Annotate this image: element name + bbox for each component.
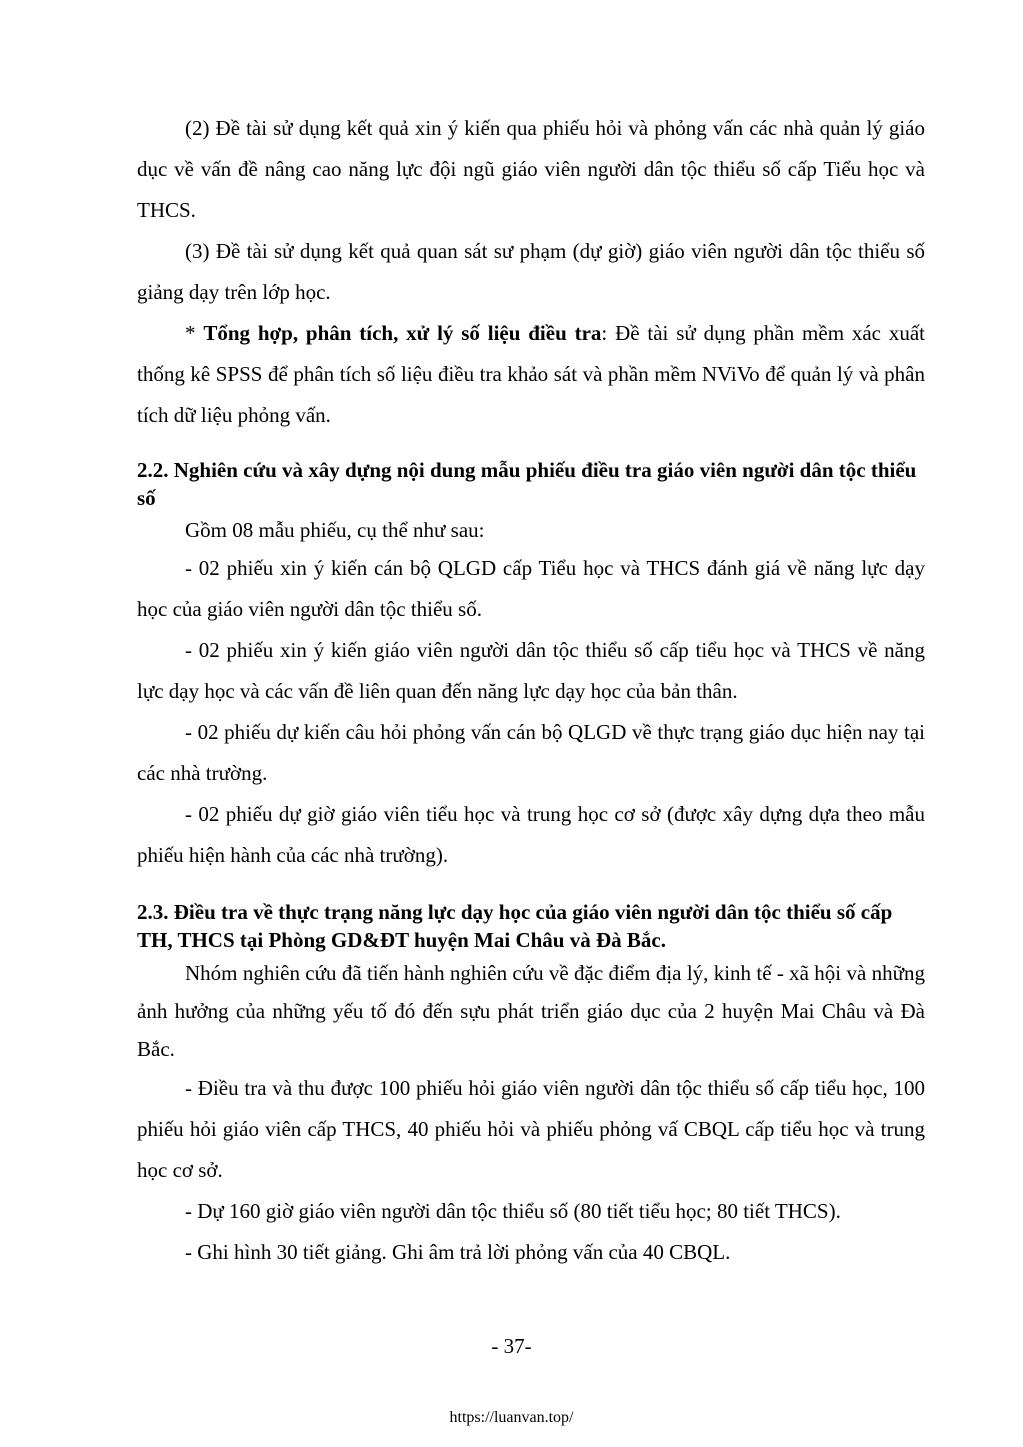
- paragraph: - Điều tra và thu được 100 phiếu hỏi giáo viên người dân tộc thiểu số cấp tiểu học, 100 phiếu hỏi giáo viên cấp THCS, 40 phiếu hỏi và phiếu phỏng vấ CBQL cấp tiểu học và trung học cơ sở.: [137, 1076, 925, 1182]
- paragraph-text: : Đề tài sử dụng phần mềm xác xuất thống kê SPSS để phân tích số liệu điều tra khảo sát và phần mềm NViVo để quản lý và phân tích dữ liệu phỏng vấn.: [137, 321, 925, 427]
- paragraph: - Dự 160 giờ giáo viên người dân tộc thiểu số (80 tiết tiểu học; 80 tiết THCS).: [185, 1199, 841, 1223]
- footer-url: https://luanvan.top/: [449, 1409, 574, 1426]
- paragraph: [137, 313, 925, 436]
- document-body: [137, 108, 925, 1273]
- paragraph: - 02 phiếu xin ý kiến giáo viên người dân tộc thiểu số cấp tiểu học và THCS về năng lực dạy học và các vấn đề liên quan đến năng lực dạy học của bản thân.: [137, 638, 925, 703]
- paragraph: - 02 phiếu xin ý kiến cán bộ QLGD cấp Tiểu học và THCS đánh giá về năng lực dạy học của giáo viên người dân tộc thiểu số.: [137, 556, 925, 621]
- bullet-marker: *: [185, 321, 204, 345]
- paragraph: Gồm 08 mẫu phiếu, cụ thể như sau:: [185, 518, 485, 542]
- paragraph: Nhóm nghiên cứu đã tiến hành nghiên cứu về đặc điểm địa lý, kinh tế - xã hội và những ảnh hưởng của những yếu tố đó đến sựu phát triển giáo dục của 2 huyện Mai Châu và Đà Bắc.: [137, 961, 925, 1061]
- page-number: - 37-: [491, 1334, 532, 1358]
- paragraph: - Ghi hình 30 tiết giảng. Ghi âm trả lời phỏng vấn của 40 CBQL.: [185, 1240, 731, 1264]
- paragraph: - 02 phiếu dự kiến câu hỏi phỏng vấn cán bộ QLGD về thực trạng giáo dục hiện nay tại các nhà trường.: [137, 720, 925, 785]
- paragraph: (3) Đề tài sử dụng kết quả quan sát sư phạm (dự giờ) giáo viên người dân tộc thiểu số giảng dạy trên lớp học.: [137, 239, 925, 304]
- bold-phrase: Tổng hợp, phân tích, xử lý số liệu điều tra: [203, 321, 602, 345]
- paragraph: - 02 phiếu dự giờ giáo viên tiểu học và trung học cơ sở (được xây dựng dựa theo mẫu phiếu hiện hành của các nhà trường).: [137, 802, 925, 867]
- section-heading-2-3: 2.3. Điều tra về thực trạng năng lực dạy học của giáo viên người dân tộc thiểu số cấp TH, THCS tại Phòng GD&ĐT huyện Mai Châu và Đà Bắc.: [137, 900, 893, 952]
- section-heading-2-2: 2.2. Nghiên cứu và xây dựng nội dung mẫu phiếu điều tra giáo viên người dân tộc thiểu số: [137, 458, 917, 510]
- paragraph: (2) Đề tài sử dụng kết quả xin ý kiến qua phiếu hỏi và phỏng vấn các nhà quản lý giáo dục về vấn đề nâng cao năng lực đội ngũ giáo viên người dân tộc thiểu số cấp Tiểu học và THCS.: [137, 116, 925, 222]
